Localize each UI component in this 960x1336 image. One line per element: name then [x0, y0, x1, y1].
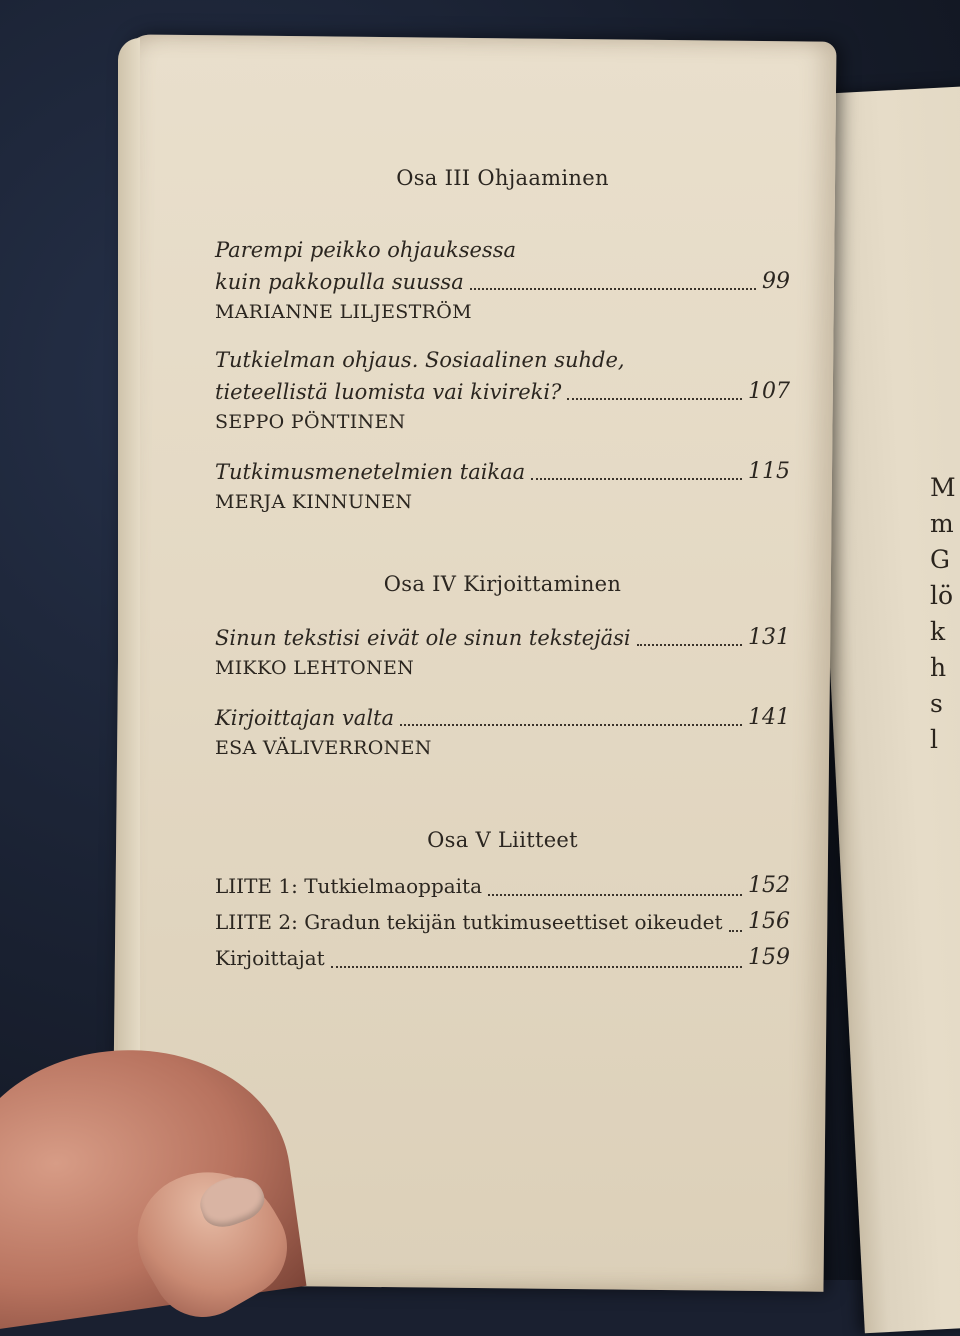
entry-title-line1: Tutkielman ohjaus. Sosiaalinen suhde, [215, 348, 625, 372]
appendix-entry [215, 940, 790, 976]
page-number: 115 [748, 459, 790, 484]
table-of-contents [215, 160, 790, 976]
appendix-title: Kirjoittajat [215, 946, 325, 970]
entry-title-line1: Parempi peikko ohjauksessa [215, 238, 517, 262]
entry-author: SEPPO PÖNTINEN [215, 411, 406, 433]
section-osa-v [215, 828, 790, 976]
entry-author: MIKKO LEHTONEN [215, 657, 415, 679]
leader-dots [729, 929, 743, 932]
appendix-title: LIITE 2: Gradun tekijän tutkimuseettiset oikeudet [215, 910, 723, 934]
appendix-entry [215, 904, 790, 940]
facing-page-text [930, 470, 960, 758]
facing-letter: k [930, 617, 946, 646]
entry-title-line2: tieteellistä luomista vai kivireki? [215, 380, 562, 404]
toc-entry [215, 702, 790, 762]
entry-title-line2: kuin pakkopulla suussa [215, 270, 464, 294]
appendix-list [215, 868, 790, 976]
section-osa-iii [215, 166, 790, 516]
page-number: 131 [748, 625, 790, 650]
section-title: Osa IV Kirjoittaminen [383, 572, 622, 596]
page-number: 152 [748, 873, 790, 898]
toc-entry [215, 344, 790, 436]
section-title: Osa III Ohjaaminen [396, 166, 609, 190]
page-number: 99 [762, 269, 790, 294]
facing-letter: h [930, 653, 947, 682]
leader-dots [488, 893, 742, 896]
entry-author: MERJA KINNUNEN [215, 491, 413, 513]
toc-entry [215, 234, 790, 326]
appendix-title: LIITE 1: Tutkielmaoppaita [215, 874, 483, 898]
toc-entry [215, 456, 790, 516]
leader-dots [637, 643, 742, 646]
page-number: 107 [748, 379, 790, 404]
leader-dots [567, 397, 742, 400]
facing-letter: lö [930, 581, 954, 610]
toc-entry [215, 622, 790, 682]
leader-dots [400, 723, 742, 726]
leader-dots [531, 477, 742, 480]
facing-letter: m [930, 509, 954, 538]
page-number: 159 [748, 945, 790, 970]
page-number: 141 [748, 705, 790, 730]
section-title: Osa V Liitteet [427, 828, 578, 852]
entry-title: Kirjoittajan valta [215, 706, 395, 730]
appendix-entry [215, 868, 790, 904]
leader-dots [331, 965, 742, 968]
entry-title: Sinun tekstisi eivät ole sinun tekstejäsi [215, 626, 631, 650]
page-number: 156 [748, 909, 790, 934]
section-osa-iv [215, 572, 790, 762]
facing-letter: G [930, 545, 950, 574]
entry-author: ESA VÄLIVERRONEN [215, 737, 432, 759]
entry-author: MARIANNE LILJESTRÖM [215, 301, 472, 323]
facing-letter: s [930, 689, 943, 718]
facing-letter: l [930, 725, 938, 754]
facing-letter: M [930, 473, 956, 502]
leader-dots [470, 287, 756, 290]
entry-title: Tutkimusmenetelmien taikaa [215, 460, 526, 484]
